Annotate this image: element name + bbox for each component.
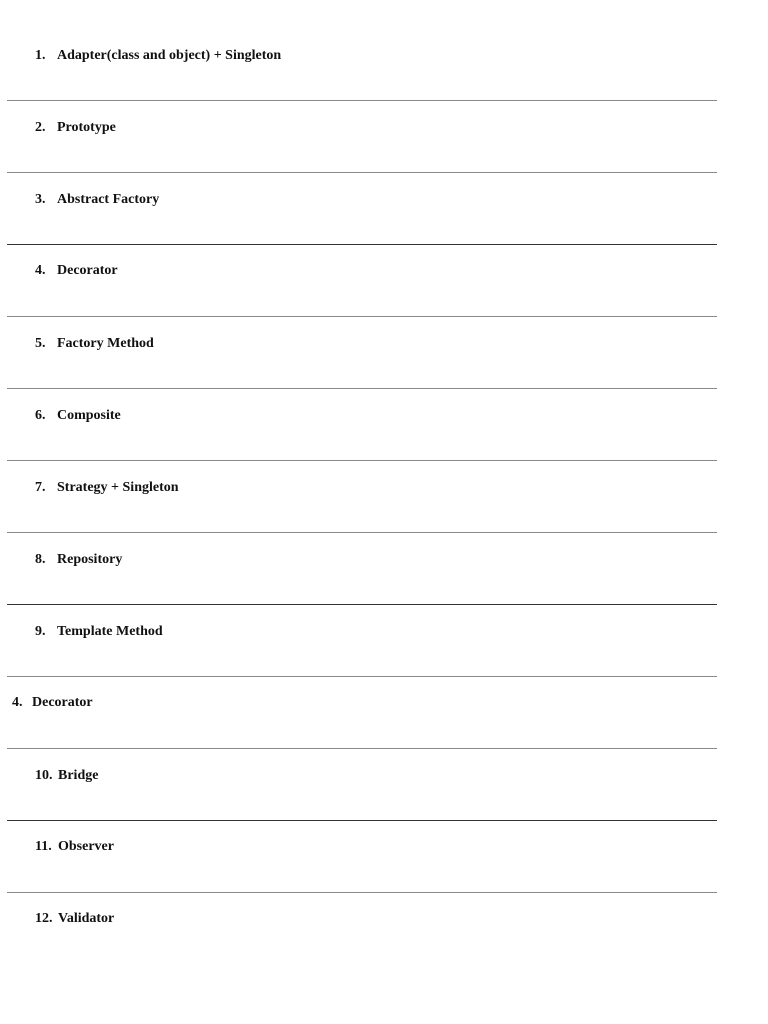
- list-item: [0, 550, 768, 570]
- item-number: 5.: [35, 336, 46, 351]
- item-label: Prototype: [57, 120, 116, 135]
- item-number: 4.: [12, 695, 23, 710]
- divider: [7, 460, 717, 461]
- list-item: [0, 909, 768, 929]
- item-number: 9.: [35, 624, 46, 639]
- item-label: Adapter(class and object) + Singleton: [57, 48, 282, 63]
- divider: [7, 892, 717, 893]
- list-item: [0, 190, 768, 210]
- divider: [7, 748, 717, 749]
- item-number: 4.: [35, 263, 46, 278]
- divider: [7, 604, 717, 605]
- list-item: [0, 334, 768, 354]
- list-item: [0, 837, 768, 857]
- item-number: 7.: [35, 480, 46, 495]
- item-number: 8.: [35, 552, 46, 567]
- list-item: [0, 406, 768, 426]
- item-number: 2.: [35, 120, 46, 135]
- divider: [7, 532, 717, 533]
- item-label: Decorator: [57, 263, 118, 278]
- item-label: Strategy + Singleton: [57, 480, 179, 495]
- list-item: [0, 478, 768, 498]
- list-item: [0, 766, 768, 786]
- divider: [7, 100, 717, 101]
- item-label: Decorator: [32, 695, 93, 710]
- item-number: 6.: [35, 408, 46, 423]
- list-item: [0, 622, 768, 642]
- item-number: 10.: [35, 768, 53, 783]
- item-label: Validator: [58, 911, 115, 926]
- item-label: Observer: [58, 839, 114, 854]
- item-number: 3.: [35, 192, 46, 207]
- item-number: 1.: [35, 48, 46, 63]
- item-number: 11.: [35, 839, 52, 854]
- divider: [7, 388, 717, 389]
- list-item: [0, 693, 768, 713]
- divider: [7, 244, 717, 245]
- item-label: Factory Method: [57, 336, 154, 351]
- divider: [7, 820, 717, 821]
- list-item: [0, 46, 768, 66]
- item-label: Template Method: [57, 624, 163, 639]
- item-label: Bridge: [58, 768, 99, 783]
- divider: [7, 172, 717, 173]
- item-label: Abstract Factory: [57, 192, 160, 207]
- list-item: [0, 261, 768, 281]
- item-label: Repository: [57, 552, 123, 567]
- item-number: 12.: [35, 911, 53, 926]
- divider: [7, 316, 717, 317]
- list-item: [0, 118, 768, 138]
- divider: [7, 676, 717, 677]
- item-label: Composite: [57, 408, 121, 423]
